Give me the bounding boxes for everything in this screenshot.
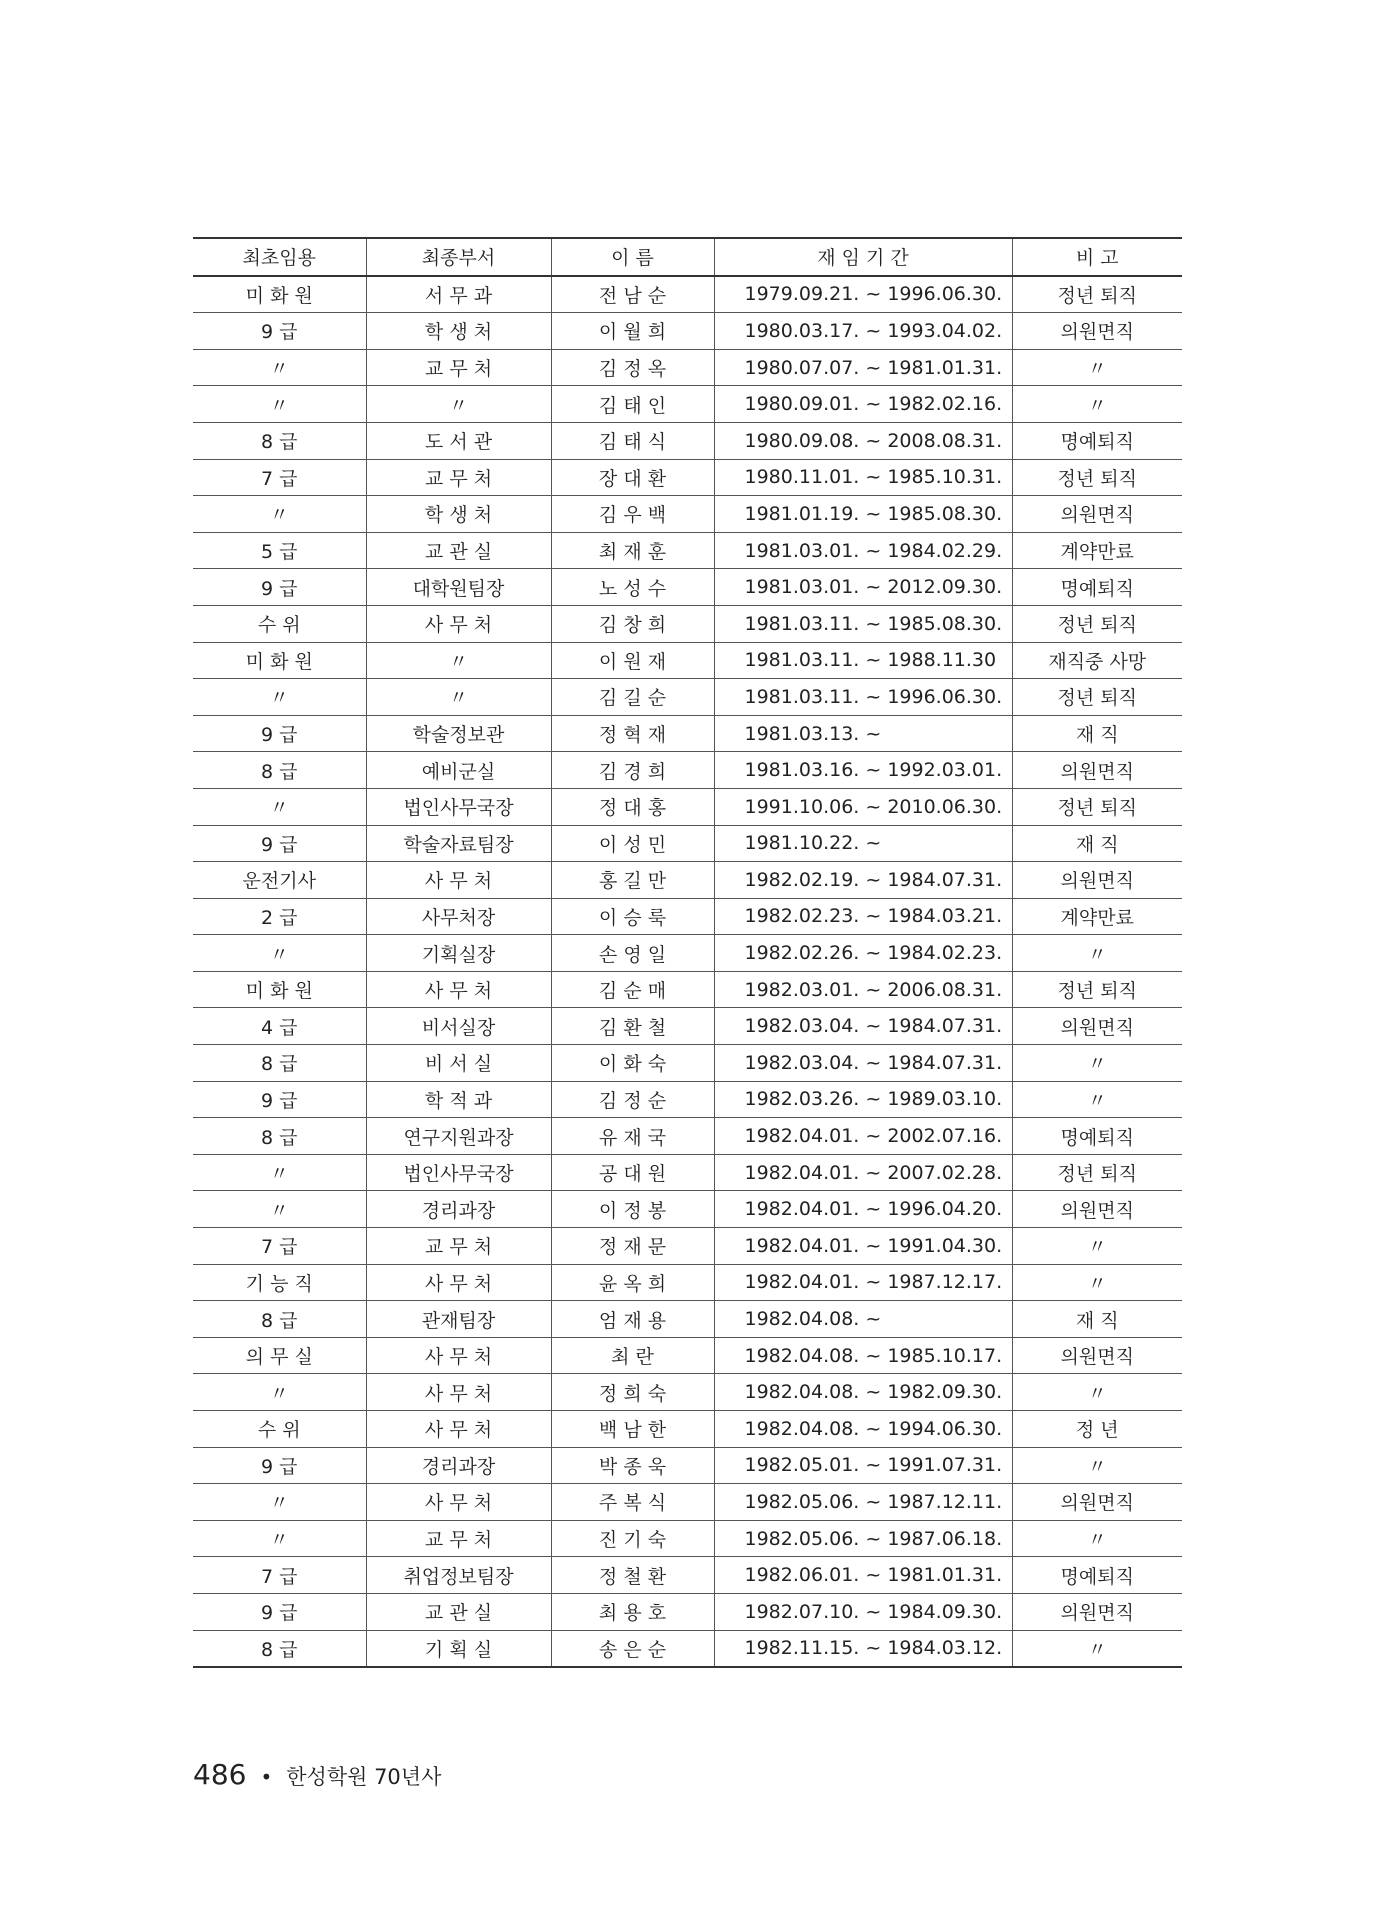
cell-tenure-period: 1982.07.10. ~ 1984.09.30. [714, 1593, 1012, 1630]
cell-name: 박 종 욱 [551, 1447, 714, 1484]
cell-remarks: 〃 [1012, 1264, 1182, 1301]
table-row [193, 1081, 1182, 1118]
cell-tenure-period: 1982.03.04. ~ 1984.07.31. [714, 1045, 1012, 1082]
table-row [193, 1447, 1182, 1484]
cell-tenure-period: 1981.03.01. ~ 2012.09.30. [714, 569, 1012, 606]
cell-first-appointment: 9 급 [193, 715, 366, 752]
cell-tenure-period: 1982.05.01. ~ 1991.07.31. [714, 1447, 1012, 1484]
cell-first-appointment: 7 급 [193, 1228, 366, 1265]
table-row [193, 605, 1182, 642]
footer-bullet: • [260, 1765, 273, 1789]
cell-name: 정 혁 재 [551, 715, 714, 752]
cell-remarks: 〃 [1012, 1447, 1182, 1484]
cell-remarks: 의원면직 [1012, 1484, 1182, 1521]
cell-final-department: 학 생 처 [366, 313, 551, 350]
cell-tenure-period: 1982.04.08. ~ 1985.10.17. [714, 1337, 1012, 1374]
cell-first-appointment: 7 급 [193, 459, 366, 496]
cell-tenure-period: 1980.03.17. ~ 1993.04.02. [714, 313, 1012, 350]
cell-final-department: 사무처장 [366, 898, 551, 935]
cell-final-department: 교 무 처 [366, 1228, 551, 1265]
cell-remarks: 의원면직 [1012, 752, 1182, 789]
cell-tenure-period: 1982.04.01. ~ 2002.07.16. [714, 1118, 1012, 1155]
cell-name: 이 월 희 [551, 313, 714, 350]
cell-tenure-period: 1981.01.19. ~ 1985.08.30. [714, 496, 1012, 533]
cell-remarks: 정년 퇴직 [1012, 605, 1182, 642]
cell-remarks: 의원면직 [1012, 1191, 1182, 1228]
cell-remarks: 정년 퇴직 [1012, 459, 1182, 496]
cell-tenure-period: 1991.10.06. ~ 2010.06.30. [714, 788, 1012, 825]
cell-first-appointment: 기 능 직 [193, 1264, 366, 1301]
cell-remarks: 〃 [1012, 386, 1182, 423]
cell-name: 김 순 매 [551, 971, 714, 1008]
cell-final-department: 학술자료팀장 [366, 825, 551, 862]
table-row [193, 1154, 1182, 1191]
cell-remarks: 재 직 [1012, 715, 1182, 752]
cell-final-department: 사 무 처 [366, 1484, 551, 1521]
cell-first-appointment: 8 급 [193, 1118, 366, 1155]
cell-name: 최 재 훈 [551, 532, 714, 569]
table-row [193, 1264, 1182, 1301]
page-number: 486 [193, 1758, 247, 1791]
table-row [193, 862, 1182, 899]
cell-tenure-period: 1982.04.08. ~ 1994.06.30. [714, 1411, 1012, 1448]
table-row [193, 569, 1182, 606]
cell-remarks: 의원면직 [1012, 313, 1182, 350]
table-row [193, 898, 1182, 935]
table-row [193, 1228, 1182, 1265]
table-row [193, 752, 1182, 789]
table-row [193, 1008, 1182, 1045]
cell-final-department: 교 무 처 [366, 459, 551, 496]
table-row [193, 1630, 1182, 1667]
cell-remarks: 재 직 [1012, 825, 1182, 862]
table-row [193, 679, 1182, 716]
cell-final-department: 사 무 처 [366, 1337, 551, 1374]
cell-tenure-period: 1981.03.11. ~ 1985.08.30. [714, 605, 1012, 642]
cell-remarks: 재 직 [1012, 1301, 1182, 1338]
cell-tenure-period: 1982.04.08. ~ 1982.09.30. [714, 1374, 1012, 1411]
cell-first-appointment: 〃 [193, 935, 366, 972]
cell-final-department: 기 획 실 [366, 1630, 551, 1667]
cell-remarks: 명예퇴직 [1012, 1118, 1182, 1155]
cell-first-appointment: 8 급 [193, 422, 366, 459]
cell-name: 백 남 한 [551, 1411, 714, 1448]
cell-name: 정 철 환 [551, 1557, 714, 1594]
cell-first-appointment: 〃 [193, 1484, 366, 1521]
cell-tenure-period: 1982.02.23. ~ 1984.03.21. [714, 898, 1012, 935]
table-row [193, 386, 1182, 423]
cell-final-department: 대학원팀장 [366, 569, 551, 606]
cell-remarks: 정년 퇴직 [1012, 679, 1182, 716]
cell-remarks: 계약만료 [1012, 532, 1182, 569]
cell-first-appointment: 9 급 [193, 569, 366, 606]
table-row [193, 1118, 1182, 1155]
cell-remarks: 〃 [1012, 1630, 1182, 1667]
cell-remarks: 〃 [1012, 935, 1182, 972]
cell-tenure-period: 1982.03.01. ~ 2006.08.31. [714, 971, 1012, 1008]
cell-final-department: 학 생 처 [366, 496, 551, 533]
table-header-row [193, 238, 1182, 276]
cell-name: 김 길 순 [551, 679, 714, 716]
cell-first-appointment: 미 화 원 [193, 642, 366, 679]
cell-name: 장 대 환 [551, 459, 714, 496]
cell-first-appointment: 미 화 원 [193, 971, 366, 1008]
cell-remarks: 의원면직 [1012, 496, 1182, 533]
cell-final-department: 사 무 처 [366, 971, 551, 1008]
header-first-appointment: 최초임용 [193, 238, 366, 276]
cell-final-department: 예비군실 [366, 752, 551, 789]
cell-final-department: 교 관 실 [366, 1593, 551, 1630]
cell-final-department: 경리과장 [366, 1191, 551, 1228]
cell-name: 이 성 민 [551, 825, 714, 862]
cell-tenure-period: 1982.04.01. ~ 1996.04.20. [714, 1191, 1012, 1228]
cell-remarks: 의원면직 [1012, 1593, 1182, 1630]
cell-tenure-period: 1982.06.01. ~ 1981.01.31. [714, 1557, 1012, 1594]
cell-final-department: 학 적 과 [366, 1081, 551, 1118]
cell-remarks: 의원면직 [1012, 1008, 1182, 1045]
header-remarks: 비 고 [1012, 238, 1182, 276]
cell-final-department: 교 관 실 [366, 532, 551, 569]
cell-first-appointment: 8 급 [193, 1630, 366, 1667]
table-row [193, 1520, 1182, 1557]
cell-tenure-period: 1982.11.15. ~ 1984.03.12. [714, 1630, 1012, 1667]
cell-remarks: 의원면직 [1012, 862, 1182, 899]
cell-final-department: 교 무 처 [366, 1520, 551, 1557]
cell-first-appointment: 9 급 [193, 1081, 366, 1118]
cell-tenure-period: 1980.07.07. ~ 1981.01.31. [714, 349, 1012, 386]
cell-first-appointment: 5 급 [193, 532, 366, 569]
cell-first-appointment: 〃 [193, 788, 366, 825]
cell-first-appointment: 7 급 [193, 1557, 366, 1594]
cell-first-appointment: 〃 [193, 1191, 366, 1228]
staff-table [193, 237, 1182, 1668]
cell-tenure-period: 1979.09.21. ~ 1996.06.30. [714, 276, 1012, 313]
cell-final-department: 교 무 처 [366, 349, 551, 386]
cell-remarks: 정 년 [1012, 1411, 1182, 1448]
cell-tenure-period: 1982.02.19. ~ 1984.07.31. [714, 862, 1012, 899]
cell-final-department: 비 서 실 [366, 1045, 551, 1082]
table-row [193, 313, 1182, 350]
table-row [193, 715, 1182, 752]
cell-first-appointment: 9 급 [193, 1593, 366, 1630]
cell-tenure-period: 1982.02.26. ~ 1984.02.23. [714, 935, 1012, 972]
cell-final-department: 비서실장 [366, 1008, 551, 1045]
cell-first-appointment: 8 급 [193, 752, 366, 789]
cell-first-appointment: 8 급 [193, 1045, 366, 1082]
table-row [193, 459, 1182, 496]
cell-final-department: 〃 [366, 642, 551, 679]
cell-tenure-period: 1980.09.08. ~ 2008.08.31. [714, 422, 1012, 459]
cell-remarks: 명예퇴직 [1012, 422, 1182, 459]
cell-tenure-period: 1981.10.22. ~ [714, 825, 1012, 862]
cell-first-appointment: 운전기사 [193, 862, 366, 899]
cell-first-appointment: 〃 [193, 1154, 366, 1191]
cell-name: 김 태 식 [551, 422, 714, 459]
cell-first-appointment: 〃 [193, 1520, 366, 1557]
cell-name: 이 정 봉 [551, 1191, 714, 1228]
table-row [193, 788, 1182, 825]
table-row [193, 1593, 1182, 1630]
cell-name: 공 대 원 [551, 1154, 714, 1191]
cell-name: 정 대 홍 [551, 788, 714, 825]
cell-first-appointment: 4 급 [193, 1008, 366, 1045]
cell-remarks: 정년 퇴직 [1012, 971, 1182, 1008]
table-row [193, 971, 1182, 1008]
cell-final-department: 취업정보팀장 [366, 1557, 551, 1594]
table-row [193, 1484, 1182, 1521]
cell-remarks: 〃 [1012, 349, 1182, 386]
table-row [193, 422, 1182, 459]
cell-final-department: 연구지원과장 [366, 1118, 551, 1155]
cell-remarks: 〃 [1012, 1374, 1182, 1411]
cell-tenure-period: 1981.03.11. ~ 1996.06.30. [714, 679, 1012, 716]
cell-tenure-period: 1980.11.01. ~ 1985.10.31. [714, 459, 1012, 496]
cell-remarks: 계약만료 [1012, 898, 1182, 935]
cell-remarks: 〃 [1012, 1045, 1182, 1082]
table-row [193, 642, 1182, 679]
cell-final-department: 사 무 처 [366, 1374, 551, 1411]
cell-first-appointment: 〃 [193, 679, 366, 716]
cell-first-appointment: 9 급 [193, 1447, 366, 1484]
cell-name: 유 재 국 [551, 1118, 714, 1155]
table-row [193, 496, 1182, 533]
table-row [193, 825, 1182, 862]
table-body [193, 276, 1182, 1668]
cell-name: 주 복 식 [551, 1484, 714, 1521]
cell-tenure-period: 1982.03.26. ~ 1989.03.10. [714, 1081, 1012, 1118]
cell-remarks: 〃 [1012, 1520, 1182, 1557]
table-row [193, 1301, 1182, 1338]
table-row [193, 276, 1182, 313]
table-row [193, 935, 1182, 972]
cell-name: 윤 옥 희 [551, 1264, 714, 1301]
cell-final-department: 기획실장 [366, 935, 551, 972]
cell-final-department: 〃 [366, 679, 551, 716]
cell-tenure-period: 1980.09.01. ~ 1982.02.16. [714, 386, 1012, 423]
cell-tenure-period: 1982.05.06. ~ 1987.06.18. [714, 1520, 1012, 1557]
cell-name: 정 재 문 [551, 1228, 714, 1265]
cell-final-department: 사 무 처 [366, 1264, 551, 1301]
cell-final-department: 도 서 관 [366, 422, 551, 459]
header-tenure-period: 재 임 기 간 [714, 238, 1012, 276]
cell-final-department: 관재팀장 [366, 1301, 551, 1338]
cell-name: 전 남 순 [551, 276, 714, 313]
cell-name: 노 성 수 [551, 569, 714, 606]
cell-remarks: 정년 퇴직 [1012, 276, 1182, 313]
cell-name: 김 창 희 [551, 605, 714, 642]
cell-final-department: 사 무 처 [366, 862, 551, 899]
cell-name: 이 화 숙 [551, 1045, 714, 1082]
book-title: 한성학원 70년사 [286, 1765, 442, 1789]
cell-remarks: 정년 퇴직 [1012, 1154, 1182, 1191]
cell-final-department: 〃 [366, 386, 551, 423]
cell-tenure-period: 1982.04.01. ~ 1987.12.17. [714, 1264, 1012, 1301]
cell-remarks: 〃 [1012, 1228, 1182, 1265]
cell-tenure-period: 1982.04.01. ~ 2007.02.28. [714, 1154, 1012, 1191]
header-final-department: 최종부서 [366, 238, 551, 276]
cell-name: 이 승 룩 [551, 898, 714, 935]
cell-final-department: 법인사무국장 [366, 788, 551, 825]
cell-first-appointment: 9 급 [193, 825, 366, 862]
cell-name: 송 은 순 [551, 1630, 714, 1667]
cell-tenure-period: 1982.04.08. ~ [714, 1301, 1012, 1338]
cell-name: 김 경 희 [551, 752, 714, 789]
cell-first-appointment: 〃 [193, 1374, 366, 1411]
cell-name: 정 희 숙 [551, 1374, 714, 1411]
cell-first-appointment: 미 화 원 [193, 276, 366, 313]
cell-first-appointment: 9 급 [193, 313, 366, 350]
cell-name: 최 용 호 [551, 1593, 714, 1630]
cell-tenure-period: 1981.03.01. ~ 1984.02.29. [714, 532, 1012, 569]
table-row [193, 1374, 1182, 1411]
cell-name: 진 기 숙 [551, 1520, 714, 1557]
cell-remarks: 명예퇴직 [1012, 1557, 1182, 1594]
table-row [193, 532, 1182, 569]
cell-name: 최 란 [551, 1337, 714, 1374]
cell-remarks: 정년 퇴직 [1012, 788, 1182, 825]
cell-name: 김 정 순 [551, 1081, 714, 1118]
cell-final-department: 사 무 처 [366, 1411, 551, 1448]
cell-name: 김 태 인 [551, 386, 714, 423]
cell-name: 김 우 백 [551, 496, 714, 533]
cell-final-department: 법인사무국장 [366, 1154, 551, 1191]
cell-tenure-period: 1982.03.04. ~ 1984.07.31. [714, 1008, 1012, 1045]
cell-first-appointment: 수 위 [193, 1411, 366, 1448]
table-row [193, 349, 1182, 386]
cell-final-department: 서 무 과 [366, 276, 551, 313]
cell-remarks: 재직중 사망 [1012, 642, 1182, 679]
cell-tenure-period: 1981.03.11. ~ 1988.11.30 [714, 642, 1012, 679]
table-row [193, 1045, 1182, 1082]
cell-name: 홍 길 만 [551, 862, 714, 899]
cell-first-appointment: 〃 [193, 496, 366, 533]
table-row [193, 1337, 1182, 1374]
cell-name: 김 환 철 [551, 1008, 714, 1045]
cell-name: 김 정 옥 [551, 349, 714, 386]
cell-first-appointment: 수 위 [193, 605, 366, 642]
cell-first-appointment: 2 급 [193, 898, 366, 935]
cell-tenure-period: 1981.03.16. ~ 1992.03.01. [714, 752, 1012, 789]
cell-final-department: 경리과장 [366, 1447, 551, 1484]
cell-tenure-period: 1982.04.01. ~ 1991.04.30. [714, 1228, 1012, 1265]
table-row [193, 1411, 1182, 1448]
cell-name: 이 원 재 [551, 642, 714, 679]
page-footer [193, 1758, 441, 1791]
cell-tenure-period: 1981.03.13. ~ [714, 715, 1012, 752]
cell-first-appointment: 의 무 실 [193, 1337, 366, 1374]
cell-name: 엄 재 용 [551, 1301, 714, 1338]
cell-remarks: 명예퇴직 [1012, 569, 1182, 606]
table-row [193, 1557, 1182, 1594]
cell-remarks: 의원면직 [1012, 1337, 1182, 1374]
cell-final-department: 사 무 처 [366, 605, 551, 642]
table-row [193, 1191, 1182, 1228]
cell-first-appointment: 〃 [193, 386, 366, 423]
header-name: 이 름 [551, 238, 714, 276]
cell-first-appointment: 8 급 [193, 1301, 366, 1338]
cell-remarks: 〃 [1012, 1081, 1182, 1118]
cell-first-appointment: 〃 [193, 349, 366, 386]
cell-tenure-period: 1982.05.06. ~ 1987.12.11. [714, 1484, 1012, 1521]
cell-final-department: 학술정보관 [366, 715, 551, 752]
cell-name: 손 영 일 [551, 935, 714, 972]
